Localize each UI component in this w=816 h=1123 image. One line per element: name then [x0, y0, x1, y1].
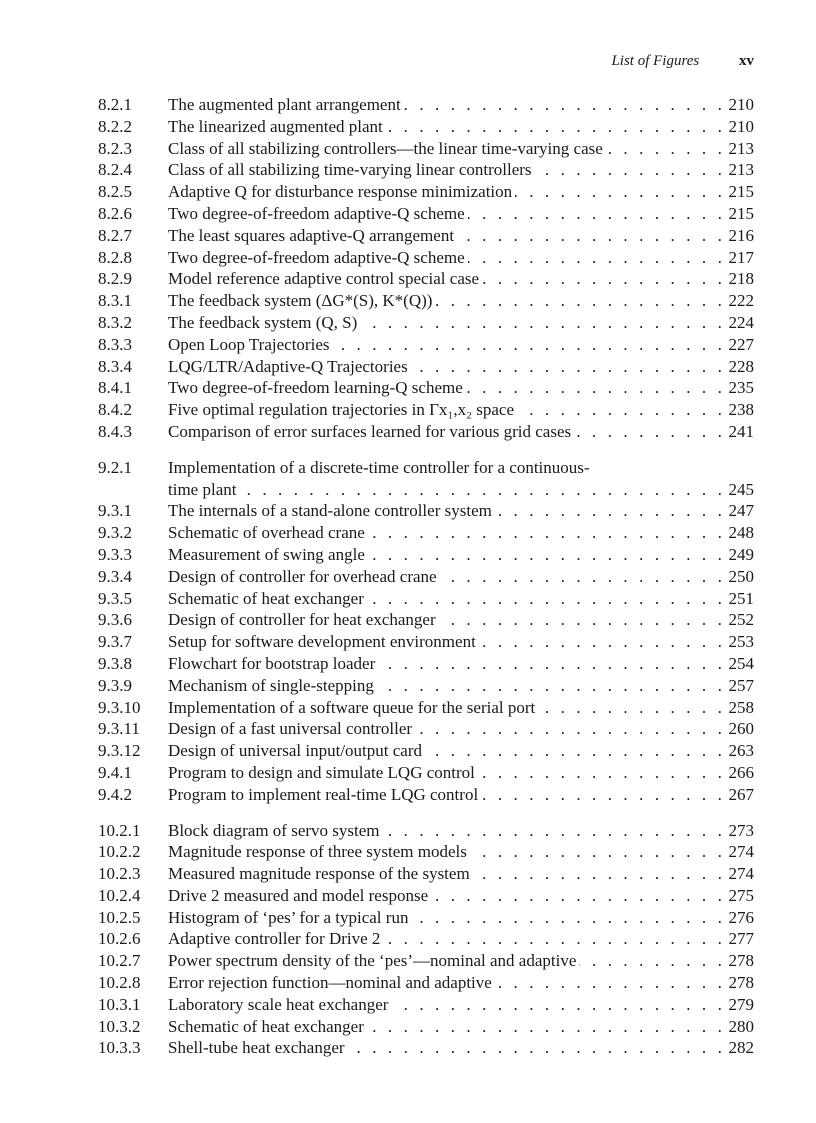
toc-entry[interactable] [98, 762, 754, 784]
page-ref: 279 [728, 994, 754, 1014]
dot-leader [466, 377, 726, 399]
figure-title: The linearized augmented plant [168, 116, 383, 136]
figure-number: 8.4.1 [98, 378, 132, 398]
page-ref: 278 [728, 951, 754, 971]
figure-title: Open Loop Trajectories [168, 334, 330, 354]
page-ref: 248 [728, 523, 754, 543]
figure-title: Error rejection function—nominal and adaptive [168, 973, 492, 993]
dot-leader [348, 1037, 726, 1059]
toc-entry[interactable] [98, 268, 754, 290]
page-ref: 276 [728, 907, 754, 927]
toc-entry[interactable] [98, 94, 754, 116]
page-ref: 227 [728, 334, 754, 354]
figure-title: The internals of a stand-alone controller system [168, 501, 492, 521]
dot-leader [367, 1016, 726, 1038]
figure-number: 9.3.10 [98, 697, 141, 717]
page-ref: 213 [728, 138, 754, 158]
figure-title: The feedback system (Q, S) [168, 312, 358, 332]
figure-title: LQG/LTR/Adaptive-Q Trajectories [168, 356, 408, 376]
toc-entry[interactable] [98, 312, 754, 334]
dot-leader [473, 863, 726, 885]
page-ref: 253 [728, 632, 754, 652]
figure-title: Magnitude response of three system models [168, 842, 467, 862]
figure-title: Histogram of ‘pes’ for a typical run [168, 907, 409, 927]
figure-number: 8.3.4 [98, 356, 132, 376]
page-ref: 247 [728, 501, 754, 521]
page-ref: 210 [728, 116, 754, 136]
dot-leader [425, 740, 725, 762]
figure-title: Setup for software development environment [168, 632, 476, 652]
figure-title: Drive 2 measured and model response [168, 885, 429, 905]
figure-title: Implementation of a discrete-time controller for a continuous- [168, 457, 590, 477]
dot-leader [431, 885, 725, 907]
toc-entry[interactable] [98, 784, 754, 806]
toc-entry[interactable] [98, 972, 754, 994]
figure-title: Two degree-of-freedom adaptive-Q scheme [168, 247, 465, 267]
dot-leader [606, 138, 726, 160]
toc-entry[interactable] [98, 1016, 754, 1038]
figure-number: 10.3.1 [98, 994, 141, 1014]
toc-group [98, 94, 754, 443]
toc-entry[interactable] [98, 522, 754, 544]
dot-leader [495, 972, 726, 994]
dot-leader [332, 334, 725, 356]
page-ref: 210 [728, 95, 754, 114]
figure-title: Program to implement real-time LQG control [168, 784, 479, 804]
dot-leader [470, 841, 726, 863]
figure-title: Adaptive Q for disturbance response minimization [168, 182, 513, 202]
toc-group [98, 457, 754, 806]
page-ref: 228 [728, 356, 754, 376]
page-ref: 216 [728, 225, 754, 245]
figure-number: 9.4.2 [98, 784, 132, 804]
page-ref: 274 [728, 842, 754, 862]
figure-number: 9.3.5 [98, 588, 132, 608]
toc-entry[interactable] [98, 356, 754, 378]
page-ref: 250 [728, 566, 754, 586]
figure-number: 8.4.3 [98, 421, 132, 441]
toc-entry[interactable] [98, 907, 754, 929]
figure-number: 8.4.2 [98, 400, 132, 420]
figure-number: 8.3.1 [98, 291, 132, 311]
figure-title: Comparison of error surfaces learned for various grid cases [168, 421, 572, 441]
figure-number: 9.3.11 [98, 719, 140, 739]
dot-leader [411, 356, 726, 378]
figure-title: Design of a fast universal controller [168, 719, 413, 739]
dot-leader [360, 312, 725, 334]
toc-entry[interactable] [98, 159, 754, 181]
toc-entry[interactable] [98, 928, 754, 950]
figure-number: 8.2.1 [98, 95, 132, 114]
figure-number: 10.2.2 [98, 842, 141, 862]
figure-number: 9.3.12 [98, 741, 141, 761]
figure-number: 8.3.2 [98, 312, 132, 332]
figure-title: The augmented plant arrangement [168, 95, 401, 114]
toc-entry[interactable] [98, 203, 754, 225]
toc-entry[interactable] [98, 885, 754, 907]
page-ref: 266 [728, 762, 754, 782]
toc-entry[interactable] [98, 544, 754, 566]
figure-title: Design of universal input/output card [168, 741, 423, 761]
page-ref: 277 [728, 929, 754, 949]
toc-entry[interactable] [98, 377, 754, 399]
dot-leader [383, 928, 725, 950]
figure-number: 10.2.4 [98, 885, 141, 905]
page-ref: 215 [728, 203, 754, 223]
dot-leader [517, 399, 725, 421]
dot-leader [439, 609, 726, 631]
figure-title: Laboratory scale heat exchanger [168, 994, 389, 1014]
figure-title: Two degree-of-freedom learning-Q scheme [168, 378, 463, 398]
figure-title: Two degree-of-freedom adaptive-Q scheme [168, 203, 465, 223]
toc-entry[interactable] [98, 421, 754, 443]
figure-number: 10.2.1 [98, 820, 141, 840]
figure-number: 9.3.7 [98, 632, 132, 652]
page-ref: 278 [728, 973, 754, 993]
figure-number: 8.2.7 [98, 225, 132, 245]
figure-number: 8.2.3 [98, 138, 132, 158]
toc-entry[interactable] [98, 290, 754, 312]
figure-title: Design of controller for overhead crane [168, 566, 437, 586]
figure-title: Flowchart for bootstrap loader [168, 653, 376, 673]
page-ref: 252 [728, 610, 754, 630]
toc-entry[interactable] [98, 138, 754, 160]
toc-entry[interactable] [98, 457, 754, 501]
figure-title: Five optimal regulation trajectories in Γx₁,x₂ space [168, 400, 515, 420]
figure-number: 9.3.9 [98, 675, 132, 695]
toc-entry[interactable] [98, 500, 754, 522]
figure-title: Schematic of overhead crane [168, 523, 365, 543]
page-ref: 235 [728, 378, 754, 398]
toc-entry[interactable] [98, 863, 754, 885]
toc-entry[interactable] [98, 740, 754, 762]
dot-leader [391, 994, 725, 1016]
figure-title: The feedback system (ΔG*(S), K*(Q)) [168, 291, 433, 311]
page-ref: 215 [728, 182, 754, 202]
figure-number: 8.2.4 [98, 160, 132, 180]
page-ref: 251 [728, 588, 754, 608]
figure-title: Measurement of swing angle [168, 544, 365, 564]
figure-number: 9.3.8 [98, 653, 132, 673]
toc-entry[interactable] [98, 820, 754, 842]
toc-entry[interactable] [98, 609, 754, 631]
figure-title: Schematic of heat exchanger [168, 1016, 364, 1036]
figure-number: 8.2.2 [98, 116, 132, 136]
toc-entry[interactable] [98, 181, 754, 203]
page-ref: 249 [728, 544, 754, 564]
running-head [611, 52, 754, 70]
toc-entry[interactable] [98, 399, 754, 421]
page-ref: 257 [728, 675, 754, 695]
toc-entry[interactable] [98, 631, 754, 653]
toc-entry[interactable] [98, 566, 754, 588]
figure-title: Class of all stabilizing controllers—the linear time-varying case [168, 138, 603, 158]
list-of-figures [98, 94, 754, 1059]
figure-number: 10.3.3 [98, 1038, 141, 1058]
figure-title: Schematic of heat exchanger [168, 588, 364, 608]
page-ref: 282 [728, 1038, 754, 1058]
page-ref: 260 [728, 719, 754, 739]
running-head-title: List of Figures [611, 53, 700, 69]
figure-number: 9.2.1 [98, 457, 132, 477]
page-ref: 218 [728, 269, 754, 289]
page-ref: 245 [728, 479, 754, 499]
dot-leader [435, 290, 725, 312]
dot-leader [579, 950, 725, 972]
figure-title: Block diagram of servo system [168, 820, 380, 840]
toc-entry[interactable] [98, 675, 754, 697]
toc-entry[interactable] [98, 1037, 754, 1059]
figure-number: 10.2.3 [98, 864, 141, 884]
dot-leader [478, 762, 726, 784]
figure-number: 9.3.6 [98, 610, 132, 630]
dot-leader [468, 247, 726, 269]
page-ref: 275 [728, 885, 754, 905]
figure-number: 10.2.7 [98, 951, 141, 971]
figure-number: 9.4.1 [98, 762, 132, 782]
page-ref: 258 [728, 697, 754, 717]
toc-entry[interactable] [98, 950, 754, 972]
page-ref: 263 [728, 741, 754, 761]
figure-number: 8.2.9 [98, 269, 132, 289]
page-ref: 280 [728, 1016, 754, 1036]
dot-leader [538, 697, 725, 719]
dot-leader [415, 718, 725, 740]
page-ref: 254 [728, 653, 754, 673]
figure-number: 10.3.2 [98, 1016, 141, 1036]
page-number: xv [739, 53, 754, 69]
figure-title-continuation: time plant [168, 479, 237, 499]
figure-title: Program to design and simulate LQG control [168, 762, 475, 782]
dot-leader [383, 820, 726, 842]
dot-leader [440, 566, 726, 588]
dot-leader [404, 94, 726, 116]
dot-leader [482, 268, 725, 290]
dot-leader [377, 675, 726, 697]
dot-leader [515, 181, 725, 203]
toc-entry[interactable] [98, 116, 754, 138]
figure-number: 9.3.3 [98, 544, 132, 564]
figure-number: 9.3.4 [98, 566, 132, 586]
figure-number: 8.2.6 [98, 203, 132, 223]
toc-entry[interactable] [98, 994, 754, 1016]
figure-title: The least squares adaptive-Q arrangement [168, 225, 455, 245]
page-ref: 267 [728, 784, 754, 804]
page-ref: 273 [728, 820, 754, 840]
figure-number: 9.3.1 [98, 501, 132, 521]
figure-title: Power spectrum density of the ‘pes’—nominal and adaptive [168, 951, 577, 971]
toc-entry[interactable] [98, 247, 754, 269]
page-ref: 222 [728, 291, 754, 311]
toc-group [98, 820, 754, 1060]
dot-leader [495, 500, 726, 522]
dot-leader [411, 907, 725, 929]
dot-leader [535, 159, 726, 181]
toc-entry[interactable] [98, 697, 754, 719]
figure-number: 9.3.2 [98, 523, 132, 543]
figure-title: Mechanism of single-stepping [168, 675, 374, 695]
figure-number: 8.3.3 [98, 334, 132, 354]
toc-entry[interactable] [98, 718, 754, 740]
dot-leader [367, 588, 726, 610]
figure-title: Design of controller for heat exchanger [168, 610, 436, 630]
toc-entry[interactable] [98, 841, 754, 863]
dot-leader [574, 421, 725, 443]
figure-title: Shell-tube heat exchanger [168, 1038, 345, 1058]
figure-title: Model reference adaptive control special case [168, 269, 480, 289]
toc-entry[interactable] [98, 334, 754, 356]
figure-title: Implementation of a software queue for the serial port [168, 697, 536, 717]
page-ref: 217 [728, 247, 754, 267]
figure-title: Adaptive controller for Drive 2 [168, 929, 381, 949]
figure-number: 10.2.6 [98, 929, 141, 949]
dot-leader [479, 631, 726, 653]
dot-leader [481, 784, 725, 806]
dot-leader [386, 116, 726, 138]
figure-number: 10.2.8 [98, 973, 141, 993]
figure-number: 10.2.5 [98, 907, 141, 927]
dot-leader [468, 203, 726, 225]
page-ref: 274 [728, 864, 754, 884]
figure-number: 8.2.8 [98, 247, 132, 267]
dot-leader [457, 225, 725, 247]
page-ref: 238 [728, 400, 754, 420]
page-ref: 241 [728, 421, 754, 441]
page-ref: 224 [728, 312, 754, 332]
page-ref: 213 [728, 160, 754, 180]
toc-entry[interactable] [98, 588, 754, 610]
toc-entry[interactable] [98, 225, 754, 247]
toc-entry[interactable] [98, 653, 754, 675]
dot-leader [378, 653, 725, 675]
dot-leader [368, 522, 726, 544]
figure-title: Measured magnitude response of the system [168, 864, 470, 884]
dot-leader [239, 479, 725, 501]
figure-number: 8.2.5 [98, 182, 132, 202]
dot-leader [368, 544, 726, 566]
figure-title: Class of all stabilizing time-varying linear controllers [168, 160, 532, 180]
